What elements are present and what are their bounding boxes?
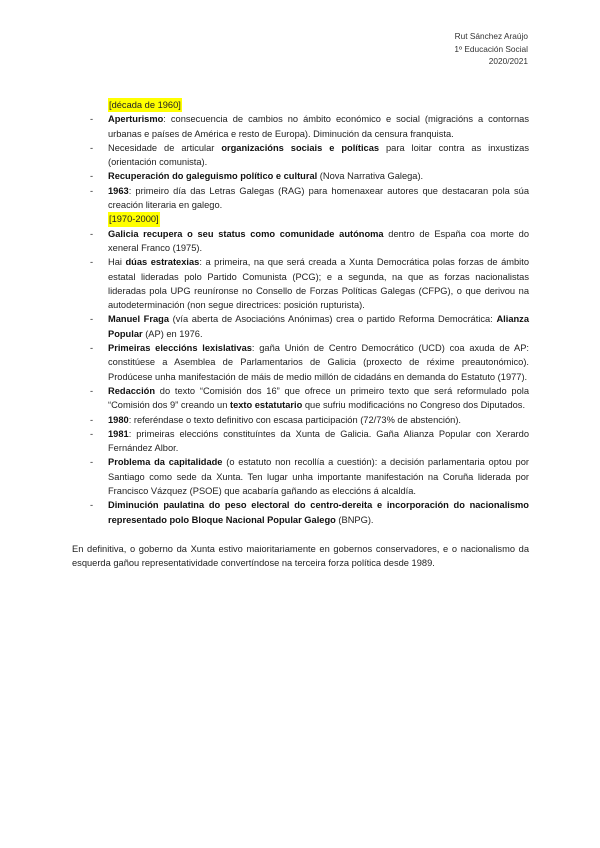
bold-text: Diminución paulatina do peso electoral do centro-dereita e incorporación do nacionalismo representado polo Bloque Nacional Popular Galego xyxy=(108,500,529,525)
item-text: para loitar contra as inxustizas (orientación comunista). xyxy=(108,142,530,168)
item-text: do texto “Comisión dos 16” que ofrece un primeiro texto que será reformulado pola “Comisión dos 9” creando un xyxy=(108,385,529,411)
bold-text: Problema da capitalidade xyxy=(108,457,223,468)
bold-text: Recuperación do galeguismo político e cultural xyxy=(108,171,318,182)
item-text: : primeiro día das Letras Galegas (RAG) para homenaxear autores que destacaran pola súa creación literaria en galego. xyxy=(108,185,529,211)
period-section xyxy=(72,98,529,212)
item-text: : a primeira, na que será creada a Xunta Democrática polas forzas de ámbito estatal lideradas polo Partido Comunista (PCG); e a segunda, na que as forzas nacionalistas lideradas pola UPG reuníronse no Consello de Forzas Políticas Galegas (CFPG), o que derivou na autodeterminación (non segue directrices: posición rupturista). xyxy=(108,257,529,311)
item-text: : consecuencia de cambios no ámbito económico e social (migracións a contornas urbanas e países de América e resto de Europa). Diminución da censura franquista. xyxy=(108,114,529,139)
item-text: : referéndase o texto definitivo con escasa participación (72/73% de abstención). xyxy=(128,414,461,425)
list-item xyxy=(72,169,529,183)
bold-text: organizacións sociais e políticas xyxy=(221,142,380,153)
item-text: (vía aberta de Asociacións Anónimas) crea o partido Reforma Democrática: xyxy=(169,314,497,325)
list-item xyxy=(72,341,529,384)
item-text: que sufriu modificacións no Congreso dos Diputados. xyxy=(302,400,526,411)
page-header xyxy=(454,30,528,68)
item-text: (AP) en 1976. xyxy=(142,328,203,339)
bold-text: 1980 xyxy=(108,414,129,425)
document-body xyxy=(72,98,529,580)
bold-text: Aperturismo xyxy=(108,114,164,125)
bold-text: 1963 xyxy=(108,185,129,196)
list-item xyxy=(72,227,529,256)
bold-text: Manuel Fraga xyxy=(108,314,169,325)
bold-text: dúas estratexias xyxy=(125,257,200,268)
list-item xyxy=(72,413,529,427)
list-item xyxy=(72,141,529,170)
bold-text: Galicia recupera o seu status como comunidade autónoma xyxy=(108,228,384,239)
bold-text: Primeiras eleccións lexislativas xyxy=(108,343,252,354)
bold-text: Alianza Popular xyxy=(108,314,529,339)
author-name: Rut Sánchez Araújo xyxy=(454,31,528,41)
item-text: Necesidade de articular xyxy=(108,142,222,153)
item-text: dentro de España coa morte do xeneral Franco (1975). xyxy=(108,228,530,253)
bold-text: Redacción xyxy=(108,385,156,396)
period-list xyxy=(72,227,529,527)
list-item xyxy=(72,498,529,527)
list-item xyxy=(72,455,529,498)
academic-year: 2020/2021 xyxy=(488,56,528,67)
item-text: (Nova Narrativa Galega). xyxy=(317,171,424,182)
list-item xyxy=(72,384,529,413)
course-name: 1º Educación Social xyxy=(454,43,528,54)
list-item xyxy=(72,312,529,341)
period-label: [1970-2000] xyxy=(108,212,160,226)
list-item xyxy=(72,184,529,213)
list-item xyxy=(72,255,529,312)
period-section xyxy=(72,212,529,527)
bold-text: texto estatutario xyxy=(229,400,303,411)
list-item xyxy=(72,112,529,141)
item-text: : gaña Unión de Centro Democrático (UCD) coa axuda de AP: constitúese a Asemblea de Parlamentarios de Galicia (proxecto de réxime preautonómico). Prodúcese unha manifestación de máis de medio millón de cidadáns en demanda do Estatuto (1977). xyxy=(108,343,529,382)
period-list xyxy=(72,112,529,212)
item-text: (BNPG). xyxy=(335,514,374,525)
list-item xyxy=(72,427,529,456)
period-label: [década de 1960] xyxy=(108,98,182,112)
item-text: Hai xyxy=(108,257,126,268)
conclusion-paragraph: En definitiva, o goberno da Xunta estivo maioritariamente en gobernos conservadores, e o nacionalismo da esquerda gañou representatividade convertíndose na terceira forza política desde 1989. xyxy=(72,543,529,569)
item-text: : primeiras eleccións constituíntes da Xunta de Galicia. Gaña Alianza Popular con Xerardo Fernández Albor. xyxy=(108,428,529,454)
item-text: (o estatuto non recollía a cuestión): a decisión parlamentaria optou por Santiago como sede da Xunta. Ten lugar unha importante manifestación na Coruña liderada por Francisco Vázquez (PSOE) que acabaría gañando as eleccións á alcaldía. xyxy=(108,457,529,497)
bold-text: 1981 xyxy=(108,428,129,439)
